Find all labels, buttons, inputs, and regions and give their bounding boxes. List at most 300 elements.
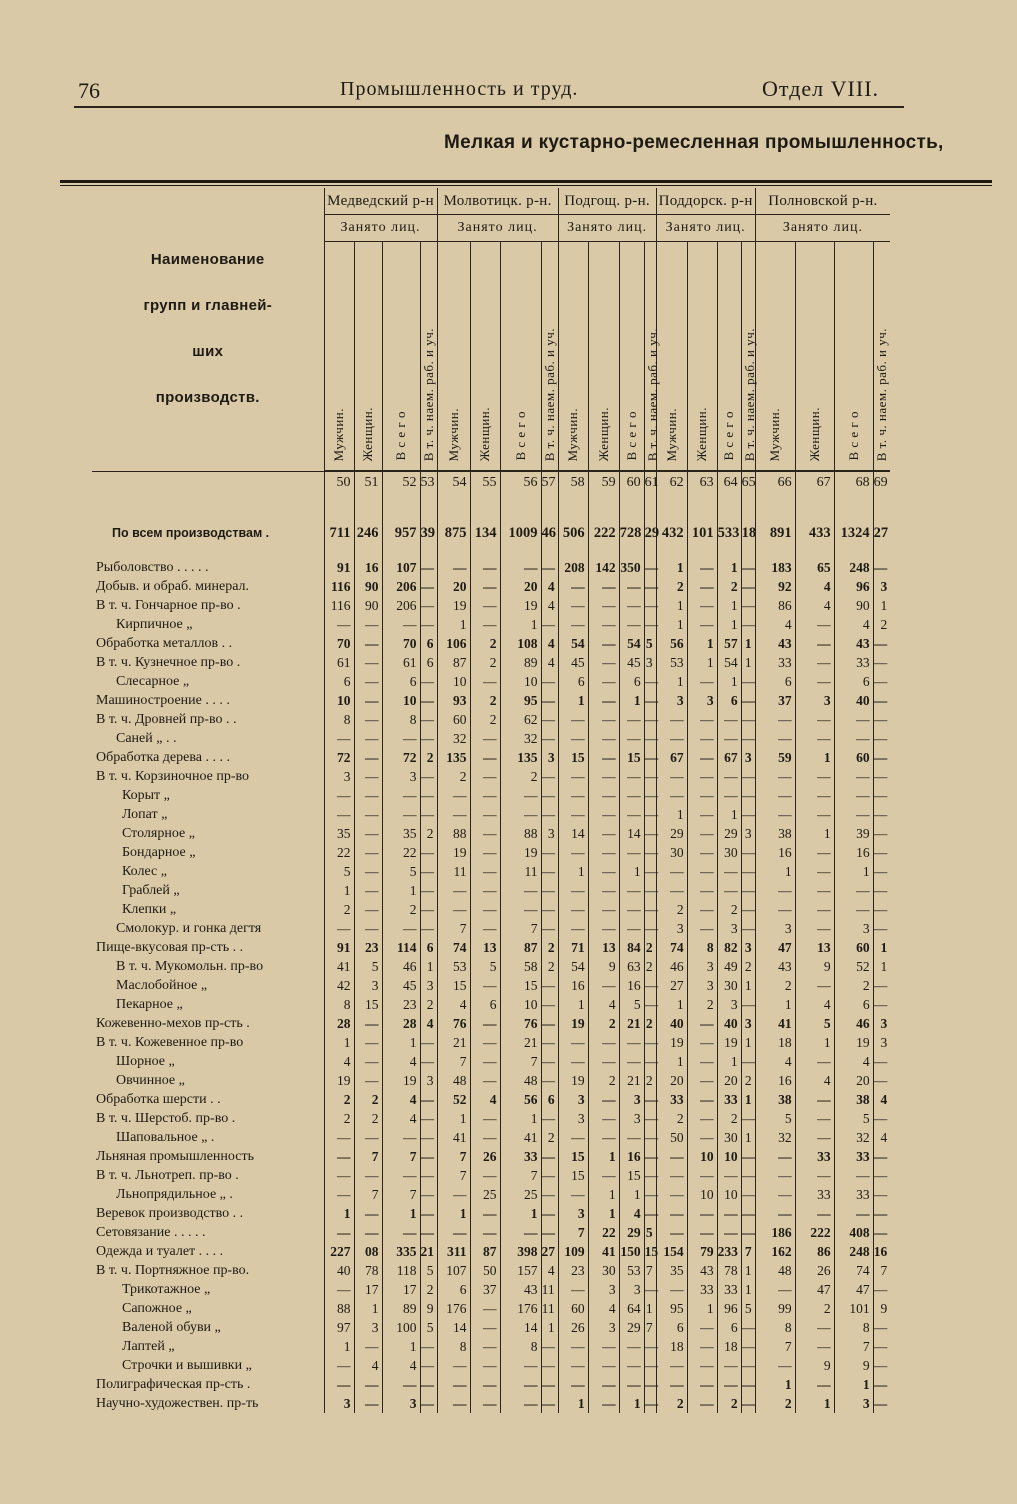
cell-value: — [656, 710, 687, 729]
cell-value: 19 [382, 1071, 420, 1090]
cell-value: 49 [717, 957, 741, 976]
cell-value: 10 [324, 691, 354, 710]
cell-value: 1 [324, 1337, 354, 1356]
cell-value: — [741, 691, 755, 710]
cell-value: — [795, 1109, 834, 1128]
cell-value: — [541, 672, 558, 691]
cell-value: — [741, 805, 755, 824]
cell-value: 1 [880, 958, 888, 974]
cell-value: — [324, 805, 354, 824]
cell-value: 15 [619, 1166, 644, 1185]
cell-value: 16 [834, 843, 873, 862]
cell-value: 5 [354, 957, 382, 976]
cell-value: 11 [437, 862, 470, 881]
cell-value: 41 [588, 1242, 619, 1261]
cell-value: — [558, 577, 588, 596]
cell-value: 3 [880, 1034, 888, 1050]
cell-value: — [687, 558, 717, 577]
cell-value: — [588, 805, 619, 824]
cell-value: — [687, 1394, 717, 1413]
cell-value: 74 [834, 1261, 873, 1280]
cell-value: 52 [437, 1090, 470, 1109]
cell-value: 6 [717, 1318, 741, 1337]
cell-value: — [324, 1223, 354, 1242]
cell-value: 95 [500, 691, 541, 710]
cell-value: 3 [880, 578, 888, 594]
row-label: Льняная промышленность [92, 1147, 324, 1166]
cell-value: — [420, 881, 437, 900]
cell-value: — [644, 805, 656, 824]
cell-value: — [420, 1223, 437, 1242]
cell-value: — [420, 1356, 437, 1375]
cell-value: — [588, 976, 619, 995]
cell-value: — [644, 615, 656, 634]
cell-value: 3 [741, 748, 755, 767]
table-row [92, 748, 890, 767]
cell-value: — [795, 729, 834, 748]
cell-value: — [619, 900, 644, 919]
cell-value: 46 [656, 957, 687, 976]
cell-value: — [420, 1204, 437, 1223]
gap-cell [354, 548, 382, 558]
cell-value: 1 [382, 881, 420, 900]
cell-value: 1 [741, 653, 755, 672]
column-label-text: Мужчин. [767, 407, 783, 461]
column-label-text: Женщин. [477, 406, 493, 461]
cell-value: 6 [420, 653, 437, 672]
cell-value: 106 [437, 634, 470, 653]
cell-value: — [420, 767, 437, 786]
cell-value: — [644, 558, 656, 577]
gap-cell [437, 548, 470, 558]
cell-value: — [755, 1166, 795, 1185]
cell-value: — [420, 862, 437, 881]
cell-value: 20 [437, 577, 470, 596]
column-number: 56 [500, 471, 541, 494]
cell-value: — [541, 900, 558, 919]
table-row [92, 596, 890, 615]
row-label: Сетовязание . . . . . [92, 1223, 324, 1242]
cell-value: 74 [437, 938, 470, 957]
cell-value: — [470, 1052, 500, 1071]
cell-value: 61 [382, 653, 420, 672]
cell-value: 5 [644, 634, 656, 653]
cell-value: 37 [470, 1280, 500, 1299]
cell-value: — [588, 710, 619, 729]
cell-value: 162 [755, 1242, 795, 1261]
cell-value: — [741, 1318, 755, 1337]
cell-value: 206 [382, 577, 420, 596]
cell-value: 63 [619, 957, 644, 976]
running-title: Промышленность и труд. [340, 78, 579, 100]
cell-value: 29 [619, 1223, 644, 1242]
cell-value: — [541, 1356, 558, 1375]
cell-value: 6 [558, 672, 588, 691]
cell-value: — [500, 1356, 541, 1375]
cell-value: — [687, 1090, 717, 1109]
cell-value: 5 [795, 1014, 834, 1033]
column-label [324, 242, 354, 472]
cell-value: 1 [656, 1052, 687, 1071]
cell-value: 88 [437, 824, 470, 843]
cell-value: — [470, 1356, 500, 1375]
cell-value: — [873, 825, 888, 841]
cell-value: — [741, 995, 755, 1014]
cell-value: 5 [382, 862, 420, 881]
cell-value: 3 [619, 1109, 644, 1128]
cell-value: 38 [834, 1090, 873, 1109]
cell-value: 32 [834, 1128, 873, 1147]
cell-value: 32 [437, 729, 470, 748]
column-label-text: Мужчин. [445, 407, 461, 461]
cell-value: 25 [500, 1185, 541, 1204]
cell-value: 8 [834, 1318, 873, 1337]
cell-value: — [873, 1395, 888, 1411]
total-value: 27 [873, 524, 889, 541]
cell-value: 3 [687, 691, 717, 710]
column-number: 51 [354, 471, 382, 494]
cell-value: — [420, 1166, 437, 1185]
cell-value: — [619, 729, 644, 748]
cell-value: 60 [558, 1299, 588, 1318]
row-label: Смолокур. и гонка дегтя [92, 919, 324, 938]
cell-value: — [873, 711, 888, 727]
cell-value: 4 [755, 615, 795, 634]
cell-value: — [354, 919, 382, 938]
cell-value: — [687, 1033, 717, 1052]
cell-value: 7 [437, 919, 470, 938]
cell-value: — [420, 1147, 437, 1166]
cell-value: — [644, 1166, 656, 1185]
cell-value: — [741, 729, 755, 748]
cell-value: — [588, 1109, 619, 1128]
cell-value: 135 [500, 748, 541, 767]
column-label-text: В т. ч. наем. раб. и уч. [873, 327, 889, 461]
column-label-text: Женщин. [694, 406, 710, 461]
cell-value: 15 [558, 1147, 588, 1166]
cell-value: 10 [687, 1185, 717, 1204]
cell-value: 35 [382, 824, 420, 843]
cell-value: — [741, 1375, 755, 1394]
total-value: 728 [619, 518, 644, 548]
cell-value: — [717, 881, 741, 900]
cell-value: — [470, 1375, 500, 1394]
total-value: 246 [354, 518, 382, 548]
cell-value: — [420, 577, 437, 596]
cell-value: 33 [717, 1280, 741, 1299]
cell-value: 6 [834, 995, 873, 1014]
table-row [92, 1052, 890, 1071]
spacer-cell [354, 494, 382, 518]
cell-value: — [717, 1223, 741, 1242]
cell-value: 30 [656, 843, 687, 862]
cell-value: 48 [755, 1261, 795, 1280]
cell-value: — [588, 919, 619, 938]
cell-value: — [420, 558, 437, 577]
cell-value: — [644, 577, 656, 596]
table-row [92, 767, 890, 786]
cell-value: 79 [687, 1242, 717, 1261]
cell-value: — [470, 615, 500, 634]
cell-value: — [687, 1052, 717, 1071]
cell-value: 1 [755, 1375, 795, 1394]
cell-value: 1 [717, 558, 741, 577]
cell-value: — [588, 881, 619, 900]
cell-value: 43 [687, 1261, 717, 1280]
cell-value: — [795, 1166, 834, 1185]
cell-value: 100 [382, 1318, 420, 1337]
cell-value: 3 [541, 748, 558, 767]
cell-value: 2 [656, 1109, 687, 1128]
cell-value: — [470, 862, 500, 881]
cell-value: — [500, 1394, 541, 1413]
cell-value: — [382, 1223, 420, 1242]
cell-value: 4 [795, 1071, 834, 1090]
cell-value: — [324, 1375, 354, 1394]
column-number: 58 [558, 471, 588, 494]
cell-value: — [354, 653, 382, 672]
cell-value: — [619, 1052, 644, 1071]
cell-value: — [354, 1014, 382, 1033]
cell-value: 93 [437, 691, 470, 710]
row-label: Клепки „ [92, 900, 324, 919]
column-label-text: В с е г о [845, 411, 861, 461]
cell-value: — [644, 824, 656, 843]
cell-value: — [588, 862, 619, 881]
cell-value: 54 [619, 634, 644, 653]
cell-value: 25 [470, 1185, 500, 1204]
column-number: 60 [619, 471, 644, 494]
spacer-cell [541, 494, 558, 518]
column-label-text: Мужчин. [663, 407, 679, 461]
cell-value: — [619, 1337, 644, 1356]
cell-value: — [687, 1014, 717, 1033]
gap-cell [755, 548, 795, 558]
cell-value: 89 [382, 1299, 420, 1318]
total-value: 18 [741, 518, 755, 548]
cell-value: 4 [354, 1356, 382, 1375]
cell-value: 96 [717, 1299, 741, 1318]
column-label [619, 242, 644, 472]
cell-value: — [437, 1394, 470, 1413]
cell-value: 4 [795, 596, 834, 615]
cell-value: 10 [717, 1185, 741, 1204]
cell-value: 1 [880, 939, 888, 955]
cell-value: 248 [834, 1242, 873, 1261]
cell-value: — [687, 862, 717, 881]
column-label [382, 242, 420, 472]
cell-value: 116 [324, 577, 354, 596]
row-label: В т. ч. Корзиночное пр-во [92, 767, 324, 786]
cell-value: — [755, 786, 795, 805]
column-number: 62 [656, 471, 687, 494]
cell-value: 1 [588, 1185, 619, 1204]
cell-value: 21 [437, 1033, 470, 1052]
cell-value: 1 [541, 1318, 558, 1337]
table-row [92, 1109, 890, 1128]
cell-value: 7 [755, 1337, 795, 1356]
table-row [92, 1280, 890, 1299]
table-row [92, 1223, 890, 1242]
cell-value: — [470, 1394, 500, 1413]
cell-value: 16 [619, 976, 644, 995]
cell-value: 82 [717, 938, 741, 957]
row-label: Валеной обуви „ [92, 1318, 324, 1337]
cell-value: — [470, 1337, 500, 1356]
cell-value: 21 [420, 1242, 437, 1261]
cell-value: — [354, 805, 382, 824]
total-value: 891 [755, 518, 795, 548]
column-number: 68 [834, 471, 873, 494]
cell-value: 27 [541, 1242, 558, 1261]
cell-value: 67 [656, 748, 687, 767]
cell-value: 6 [470, 995, 500, 1014]
cell-value: — [644, 1147, 656, 1166]
cell-value: 33 [500, 1147, 541, 1166]
table-row [92, 786, 890, 805]
cell-value: 2 [687, 995, 717, 1014]
cell-value: 33 [687, 1280, 717, 1299]
spacer-cell [834, 494, 873, 518]
cell-value: 8 [687, 938, 717, 957]
cell-value: — [619, 596, 644, 615]
cell-value: 2 [420, 748, 437, 767]
cell-value: — [558, 900, 588, 919]
cell-value: 46 [834, 1014, 873, 1033]
cell-value: 15 [558, 1166, 588, 1185]
cell-value: — [687, 1166, 717, 1185]
cell-value: — [873, 863, 888, 879]
cell-value: — [420, 710, 437, 729]
cell-value: 4 [541, 577, 558, 596]
cell-value: — [741, 1052, 755, 1071]
cell-value: — [470, 1033, 500, 1052]
cell-value: 2 [420, 1280, 437, 1299]
cell-value: — [500, 900, 541, 919]
cell-value: 7 [500, 1166, 541, 1185]
cell-value: 4 [880, 1129, 888, 1145]
cell-value: 4 [541, 634, 558, 653]
cell-value: 59 [755, 748, 795, 767]
cell-value: — [382, 615, 420, 634]
cell-value: 2 [541, 957, 558, 976]
cell-value: 4 [470, 1090, 500, 1109]
cell-value: — [619, 1033, 644, 1052]
table-row [92, 1356, 890, 1375]
cell-value: 56 [656, 634, 687, 653]
cell-value: — [470, 1128, 500, 1147]
cell-value: 3 [619, 1090, 644, 1109]
cell-value: 107 [382, 558, 420, 577]
gap-cell [795, 548, 834, 558]
cell-value: — [354, 1375, 382, 1394]
cell-value: — [656, 1375, 687, 1394]
cell-value: 47 [795, 1280, 834, 1299]
cell-value: 20 [717, 1071, 741, 1090]
total-row-label: По всем производствам . [92, 518, 324, 548]
cell-value: — [741, 1204, 755, 1223]
cell-value: — [420, 1128, 437, 1147]
cell-value: 97 [324, 1318, 354, 1337]
cell-value: 3 [324, 767, 354, 786]
cell-value: 1 [795, 1033, 834, 1052]
cell-value: — [656, 1185, 687, 1204]
cell-value: 350 [619, 558, 644, 577]
cell-value: 3 [656, 691, 687, 710]
cell-value: 40 [834, 691, 873, 710]
cell-value: — [324, 786, 354, 805]
cell-value: 20 [834, 1071, 873, 1090]
cell-value: — [741, 672, 755, 691]
cell-value: 56 [500, 1090, 541, 1109]
cell-value: — [795, 1337, 834, 1356]
cell-value: — [558, 767, 588, 786]
cell-value: 2 [644, 938, 656, 957]
cell-value: — [541, 862, 558, 881]
table-row [92, 881, 890, 900]
cell-value: — [354, 881, 382, 900]
cell-value: 107 [437, 1261, 470, 1280]
cell-value: 60 [437, 710, 470, 729]
cell-value: 108 [500, 634, 541, 653]
cell-value: 87 [437, 653, 470, 672]
cell-value: — [354, 634, 382, 653]
cell-value: — [795, 653, 834, 672]
spacer-cell [873, 494, 890, 518]
row-label: Трикотажное „ [92, 1280, 324, 1299]
cell-value: 74 [656, 938, 687, 957]
spacer-cell [687, 494, 717, 518]
cell-value: 3 [717, 919, 741, 938]
name-header-line: групп и главней- [143, 297, 273, 315]
column-label-text: Мужчин. [565, 407, 581, 461]
cell-value: — [588, 767, 619, 786]
cell-value: — [541, 558, 558, 577]
cell-value: 76 [500, 1014, 541, 1033]
cell-value: — [873, 920, 888, 936]
cell-value: — [656, 1166, 687, 1185]
district-header: Подгощ. р-н. [558, 188, 656, 215]
cell-value: — [588, 786, 619, 805]
cell-value: — [741, 558, 755, 577]
gap-cell [324, 548, 354, 558]
cell-value: 2 [588, 1014, 619, 1033]
cell-value: 22 [324, 843, 354, 862]
cell-value: — [619, 710, 644, 729]
cell-value: — [588, 824, 619, 843]
cell-value: 53 [619, 1261, 644, 1280]
table-row [92, 976, 890, 995]
cell-value: 1 [717, 596, 741, 615]
table-row [92, 577, 890, 596]
column-number: 53 [420, 471, 437, 494]
cell-value: — [873, 559, 888, 575]
cell-value: — [558, 919, 588, 938]
cell-value: 15 [354, 995, 382, 1014]
cell-value: — [755, 1280, 795, 1299]
cell-value: — [873, 1053, 888, 1069]
cell-value: — [873, 787, 888, 803]
cell-value: — [500, 881, 541, 900]
column-label [644, 242, 660, 472]
cell-value: 30 [717, 1128, 741, 1147]
cell-value: 14 [437, 1318, 470, 1337]
cell-value: 1 [880, 597, 888, 613]
spacer-cell [324, 494, 354, 518]
cell-value: 4 [834, 1052, 873, 1071]
cell-value: 2 [717, 577, 741, 596]
cell-value: 7 [500, 919, 541, 938]
